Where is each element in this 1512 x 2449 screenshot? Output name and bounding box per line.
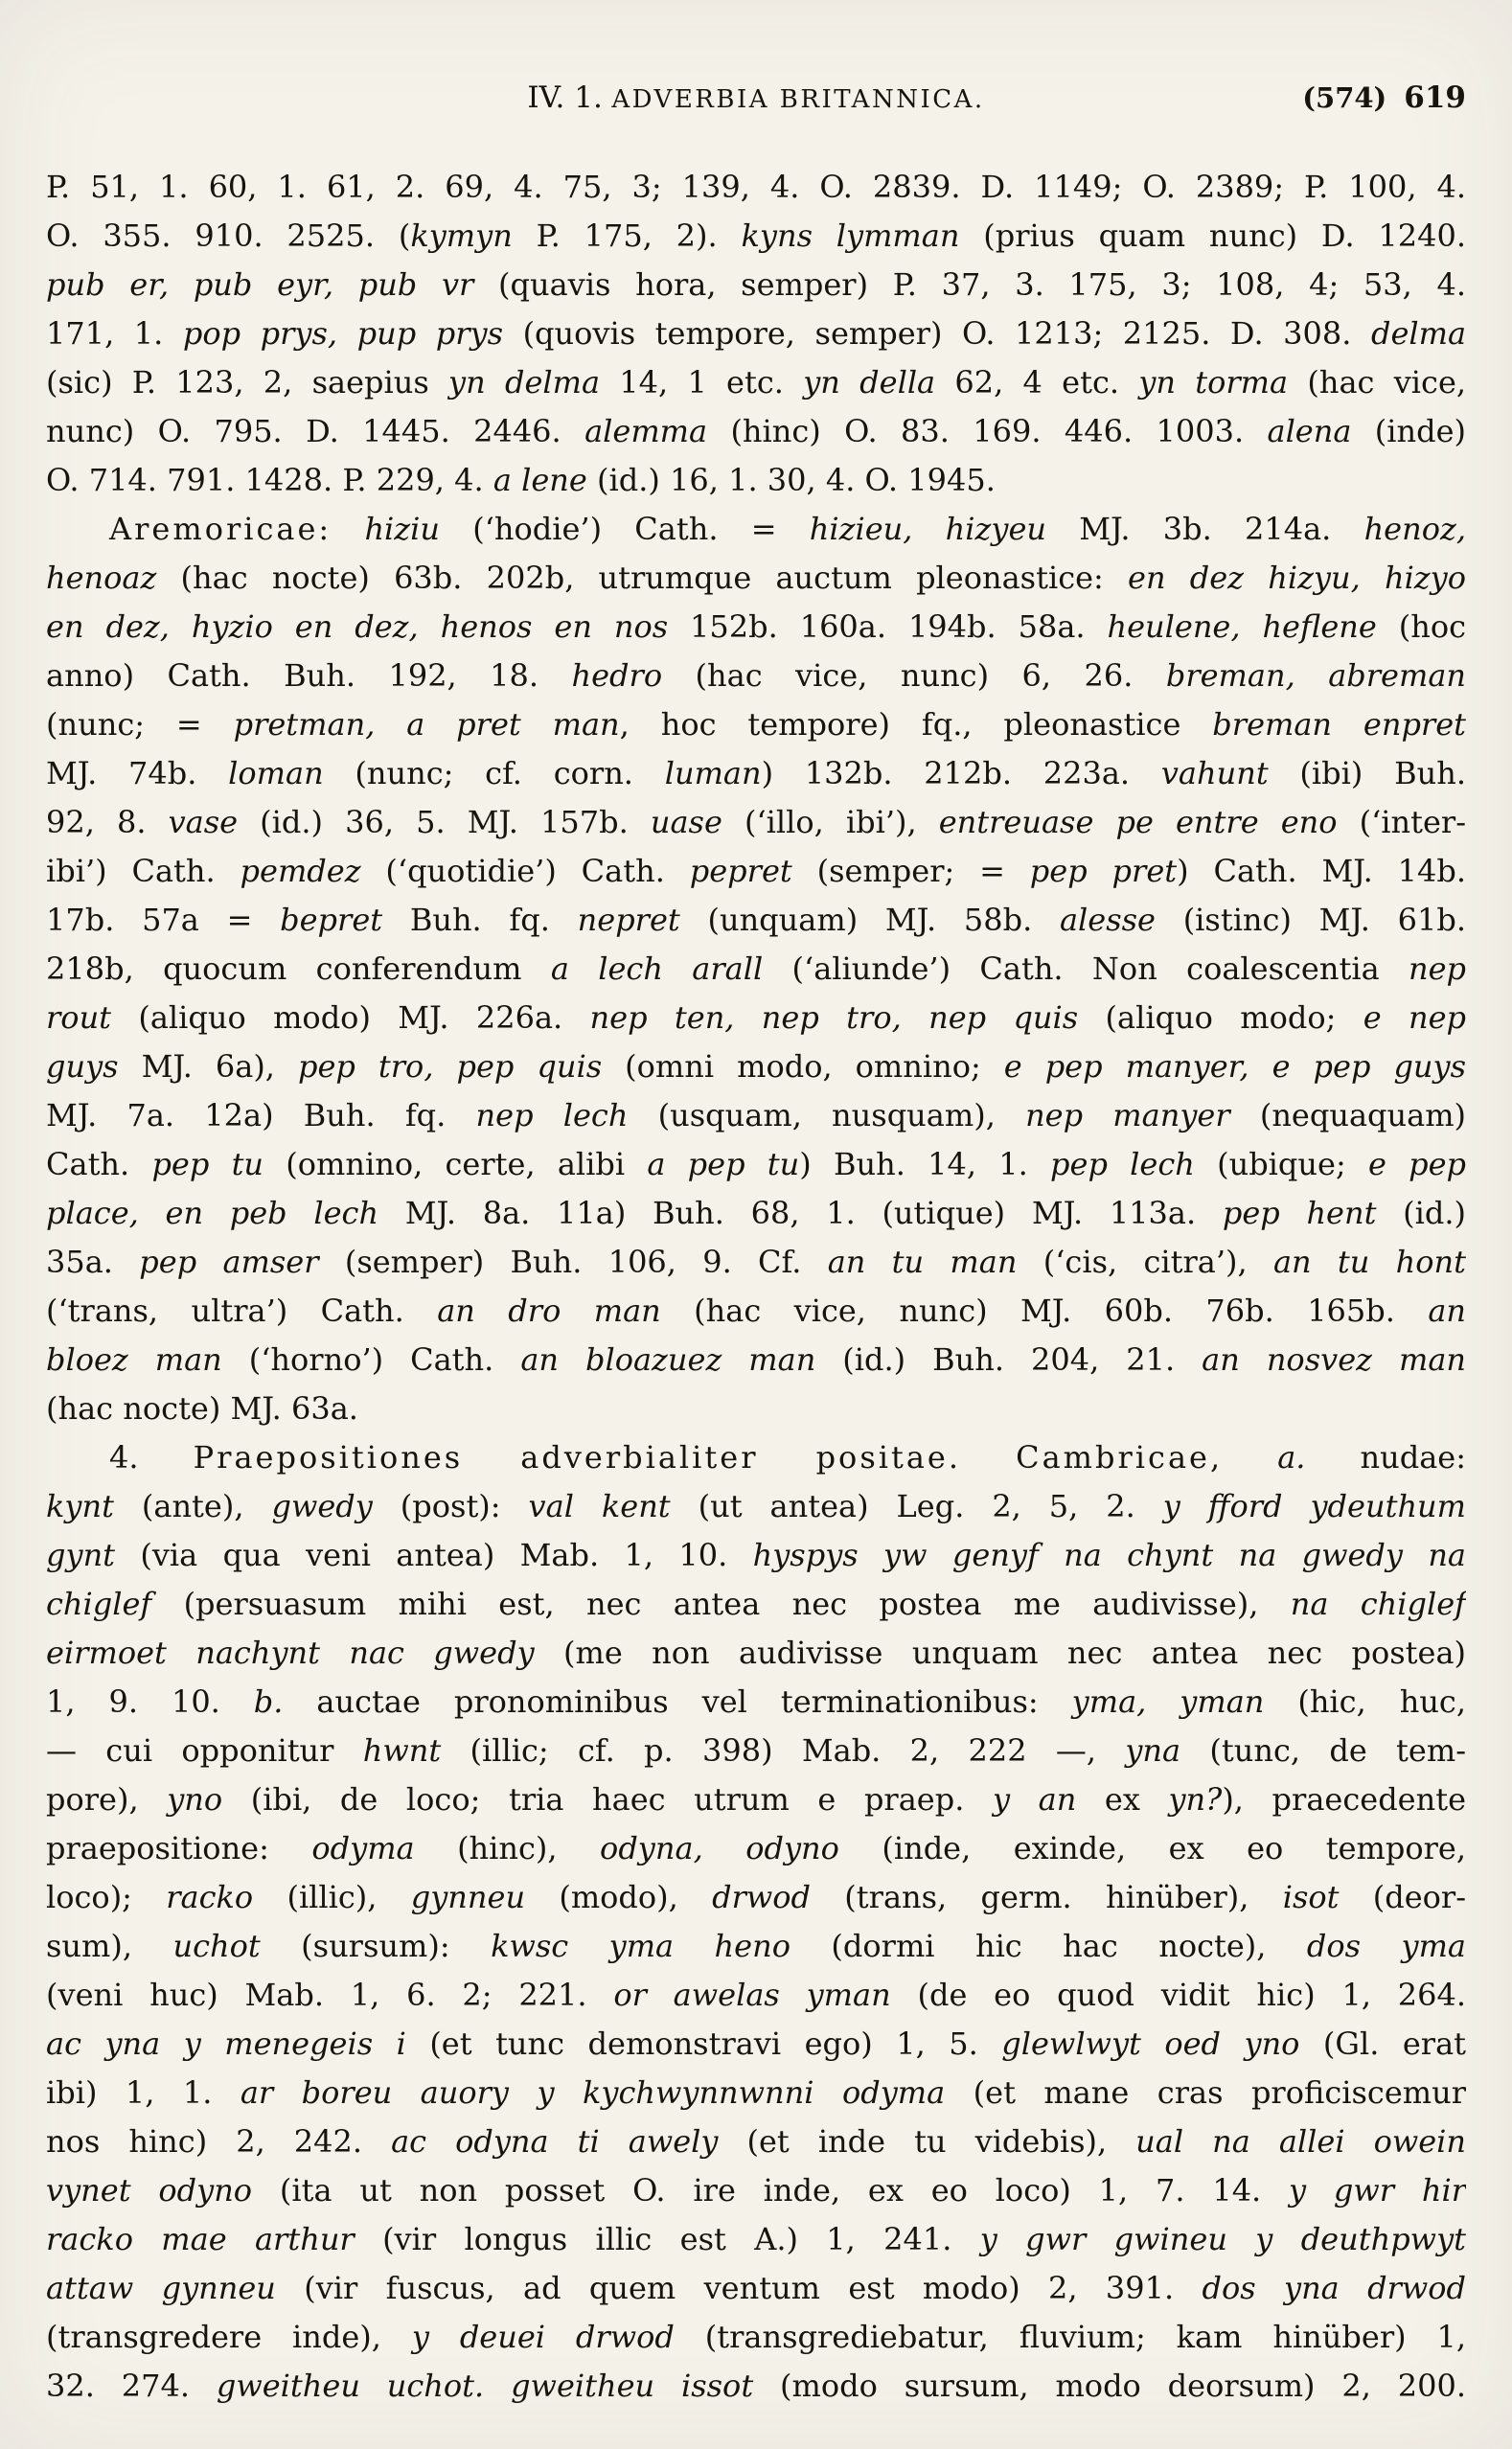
text-line: (transgredere inde), y deuei drwod (transgrediebatur, fluvium; kam hinüber) 1, bbox=[46, 2319, 1466, 2355]
text-line: P. 51, 1. 60, 1. 61, 2. 69, 4. 75, 3; 139, 4. O. 2839. D. 1149; O. 2389; P. 100, 4. bbox=[46, 169, 1466, 205]
text-line: 17b. 57a = bepret Buh. fq. nepret (unquam) MJ. 58b. alesse (istinc) MJ. 61b. bbox=[46, 902, 1466, 938]
text-line: (sic) P. 123, 2, saepius yn delma 14, 1 etc. yn della 62, 4 etc. yn torma (hac vice, bbox=[46, 364, 1466, 401]
text-line: 35a. pep amser (semper) Buh. 106, 9. Cf. an tu man (‘cis, citra’), an tu hont bbox=[46, 1244, 1466, 1280]
text-line: racko mae arthur (vir longus illic est A.) 1, 241. y gwr gwineu y deuthpwyt bbox=[46, 2221, 1466, 2257]
text-line: nunc) O. 795. D. 1445. 2446. alemma (hinc) O. 83. 169. 446. 1003. alena (inde) bbox=[46, 413, 1466, 449]
text-line: eirmoet nachynt nac gwedy (me non audivisse unquam nec antea nec postea) bbox=[46, 1635, 1466, 1671]
body-text bbox=[46, 163, 1466, 2411]
text-line: 1, 9. 10. b. auctae pronominibus vel terminationibus: yma, yman (hic, huc, bbox=[46, 1683, 1466, 1720]
text-line: MJ. 7a. 12a) Buh. fq. nep lech (usquam, nusquam), nep manyer (nequaquam) bbox=[46, 1097, 1466, 1133]
text-line: O. 355. 910. 2525. (kymyn P. 175, 2). kyns lymman (prius quam nunc) D. 1240. bbox=[46, 217, 1466, 254]
text-line: (‘trans, ultra’) Cath. an dro man (hac vice, nunc) MJ. 60b. 76b. 165b. an bbox=[46, 1293, 1466, 1329]
text-line: 92, 8. vase (id.) 36, 5. MJ. 157b. uase (‘illo, ibi’), entreuase pe entre eno (‘inter- bbox=[46, 804, 1466, 840]
text-line: 32. 274. gweitheu uchot. gweitheu issot (modo sursum, modo deorsum) 2, 200. bbox=[46, 2368, 1466, 2404]
text-line: attaw gynneu (vir fuscus, ad quem ventum est modo) 2, 391. dos yna drwod bbox=[46, 2270, 1466, 2306]
text-line: anno) Cath. Buh. 192, 18. hedro (hac vice, nunc) 6, 26. breman, abreman bbox=[46, 657, 1466, 694]
text-line: (veni huc) Mab. 1, 6. 2; 221. or awelas yman (de eo quod vidit hic) 1, 264. bbox=[46, 1977, 1466, 2013]
text-line: vynet odyno (ita ut non posset O. ire inde, ex eo loco) 1, 7. 14. y gwr hir bbox=[46, 2172, 1466, 2209]
text-line: Cath. pep tu (omnino, certe, alibi a pep tu) Buh. 14, 1. pep lech (ubique; e pep bbox=[46, 1146, 1466, 1182]
text-line: place, en peb lech MJ. 8a. 11a) Buh. 68, 1. (utique) MJ. 113a. pep hent (id.) bbox=[46, 1195, 1466, 1231]
text-line: gynt (via qua veni antea) Mab. 1, 10. hyspys yw genyf na chynt na gwedy na bbox=[46, 1537, 1466, 1573]
text-line: loco); racko (illic), gynneu (modo), drwod (trans, germ. hinüber), isot (deor- bbox=[46, 1879, 1466, 1915]
text-line: bloez man (‘horno’) Cath. an bloazuez man (id.) Buh. 204, 21. an nosvez man bbox=[46, 1341, 1466, 1378]
text-line: pore), yno (ibi, de loco; tria haec utrum e praep. y an ex yn?), praecedente bbox=[46, 1781, 1466, 1818]
text-line: (nunc; = pretman, a pret man, hoc tempore) fq., pleonastice breman enpret bbox=[46, 706, 1466, 743]
page-header bbox=[46, 80, 1466, 125]
section-number: IV. 1. bbox=[527, 80, 603, 115]
text-line: rout (aliquo modo) MJ. 226a. nep ten, nep tro, nep quis (aliquo modo; e nep bbox=[46, 999, 1466, 1036]
text-line: MJ. 74b. loman (nunc; cf. corn. luman) 132b. 212b. 223a. vahunt (ibi) Buh. bbox=[46, 755, 1466, 791]
text-line: sum), uchot (sursum): kwsc yma heno (dormi hic hac nocte), dos yma bbox=[46, 1928, 1466, 1964]
text-line: pub er, pub eyr, pub vr (quavis hora, semper) P. 37, 3. 175, 3; 108, 4; 53, 4. bbox=[46, 266, 1466, 303]
sheet-reference: (574) bbox=[1302, 81, 1387, 114]
text-line: O. 714. 791. 1428. P. 229, 4. a lene (id.) 16, 1. 30, 4. O. 1945. bbox=[46, 462, 996, 498]
text-line: 218b, quocum conferendum a lech arall (‘aliunde’) Cath. Non coalescentia nep bbox=[46, 950, 1466, 987]
running-title-text: ADVERBIA BRITANNICA. bbox=[611, 85, 985, 114]
text-line: 171, 1. pop prys, pup prys (quovis tempore, semper) O. 1213; 2125. D. 308. delma bbox=[46, 315, 1466, 352]
text-line: — cui opponitur hwnt (illic; cf. p. 398) Mab. 2, 222 —, yna (tunc, de tem- bbox=[46, 1732, 1466, 1769]
text-line: praepositione: odyma (hinc), odyna, odyno (inde, exinde, ex eo tempore, bbox=[46, 1830, 1466, 1866]
text-line: Aremoricae: hiziu (‘hodie’) Cath. = hizieu, hizyeu MJ. 3b. 214a. henoz, bbox=[109, 511, 1466, 547]
text-line: ibi’) Cath. pemdez (‘quotidie’) Cath. pepret (semper; = pep pret) Cath. MJ. 14b. bbox=[46, 853, 1466, 889]
text-line: (hac nocte) MJ. 63a. bbox=[46, 1390, 358, 1427]
text-line: kynt (ante), gwedy (post): val kent (ut antea) Leg. 2, 5, 2. y fford ydeuthum bbox=[46, 1488, 1466, 1524]
text-line: ac yna y menegeis i (et tunc demonstravi ego) 1, 5. glewlwyt oed yno (Gl. erat bbox=[46, 2026, 1466, 2062]
text-line: 4. Praepositiones adverbialiter positae. Cambricae, a. nudae: bbox=[109, 1439, 1466, 1476]
text-line: guys MJ. 6a), pep tro, pep quis (omni modo, omnino; e pep manyer, e pep guys bbox=[46, 1048, 1466, 1085]
text-line: henoaz (hac nocte) 63b. 202b, utrumque auctum pleonastice: en dez hizyu, hizyo bbox=[46, 560, 1466, 596]
text-line: en dez, hyzio en dez, henos en nos 152b. 160a. 194b. 58a. heulene, heflene (hoc bbox=[46, 608, 1466, 645]
text-line: ibi) 1, 1. ar boreu auory y kychwynnwnni odyma (et mane cras proficiscemur bbox=[46, 2074, 1466, 2111]
page-number bbox=[1302, 80, 1466, 115]
text-line: chiglef (persuasum mihi est, nec antea nec postea me audivisse), na chiglef bbox=[46, 1586, 1466, 1622]
text-line: nos hinc) 2, 242. ac odyna ti awely (et inde tu videbis), ual na allei owein bbox=[46, 2123, 1466, 2160]
folio-number: 619 bbox=[1404, 80, 1466, 115]
running-title bbox=[46, 80, 1466, 115]
